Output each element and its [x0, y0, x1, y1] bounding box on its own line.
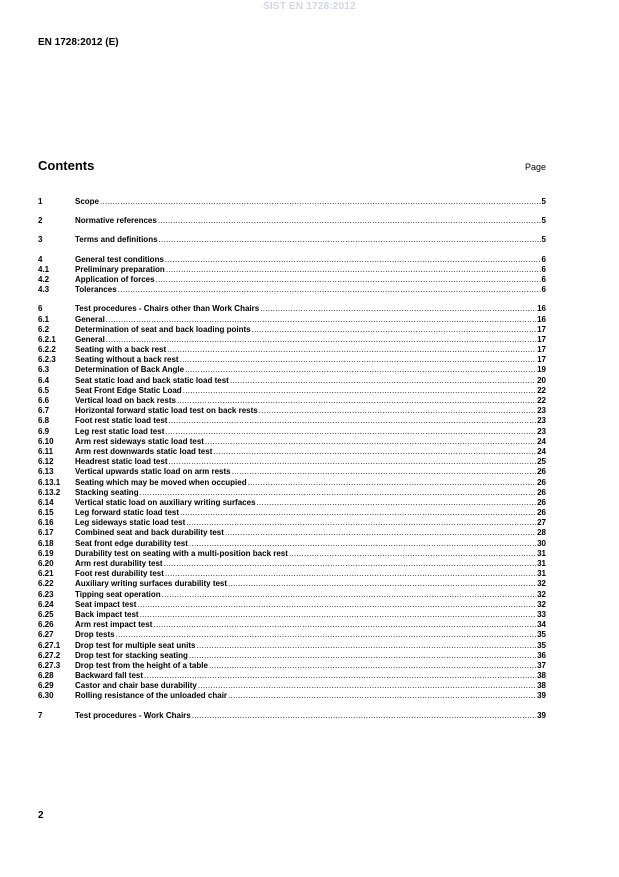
- toc-entry-title: Seating which may be moved when occupied: [75, 477, 247, 487]
- toc-entry-title: Determination of seat and back loading points: [75, 324, 251, 334]
- toc-entry[interactable]: [38, 569, 546, 579]
- toc-entry-page: 23: [537, 406, 546, 416]
- toc-dot-leader: [198, 681, 536, 691]
- page-column-label: Page: [524, 162, 546, 172]
- toc-entry[interactable]: [38, 427, 546, 437]
- toc-entry-page: 30: [537, 538, 546, 548]
- toc-entry-number: 7: [38, 710, 43, 720]
- toc-entry-page: 6: [541, 254, 546, 264]
- toc-dot-leader: [165, 427, 536, 437]
- toc-entry-number: 6.19: [38, 548, 54, 558]
- toc-dot-leader: [259, 406, 536, 416]
- toc-entry-number: 4: [38, 254, 43, 264]
- toc-entry-page: 24: [537, 446, 546, 456]
- toc-entry[interactable]: [38, 376, 546, 386]
- toc-entry-title: Leg forward static load test: [75, 508, 180, 518]
- toc-entry-page: 35: [537, 640, 546, 650]
- toc-dot-leader: [189, 539, 536, 549]
- toc-dot-leader: [213, 447, 536, 457]
- toc-entry[interactable]: [38, 355, 546, 365]
- toc-dot-leader: [159, 235, 541, 245]
- toc-entry-number: 6.27.1: [38, 640, 61, 650]
- document-header: EN 1728:2012 (E): [38, 37, 119, 48]
- toc-entry-title: Back impact test: [75, 609, 139, 619]
- toc-entry-title: Arm rest downwards static load test: [75, 446, 213, 456]
- toc-entry-number: 6.2.1: [38, 334, 56, 344]
- toc-entry-number: 6.2.2: [38, 345, 56, 355]
- toc-dot-leader: [183, 386, 536, 396]
- toc-entry[interactable]: [38, 285, 546, 295]
- toc-entry[interactable]: [38, 416, 546, 426]
- toc-entry-page: 32: [537, 599, 546, 609]
- toc-entry[interactable]: [38, 610, 546, 620]
- toc-entry-number: 6.30: [38, 691, 54, 701]
- toc-entry-number: 6.23: [38, 589, 54, 599]
- toc-entry[interactable]: [38, 661, 546, 671]
- toc-entry[interactable]: [38, 549, 546, 559]
- toc-entry-title: Foot rest durability test: [75, 569, 164, 579]
- toc-entry-number: 6.17: [38, 528, 54, 538]
- toc-entry-number: 6.28: [38, 671, 54, 681]
- toc-entry-page: 32: [537, 589, 546, 599]
- toc-dot-leader: [137, 600, 536, 610]
- toc-dot-leader: [116, 630, 537, 640]
- toc-dot-leader: [168, 416, 536, 426]
- toc-dot-leader: [140, 610, 537, 620]
- toc-entry-title: Seat Front Edge Static Load: [75, 385, 182, 395]
- toc-dot-leader: [162, 590, 536, 600]
- toc-entry-page: 35: [537, 630, 546, 640]
- toc-dot-leader: [205, 437, 536, 447]
- toc-entry[interactable]: [38, 365, 546, 375]
- toc-entry[interactable]: [38, 325, 546, 335]
- toc-entry-number: 6.11: [38, 446, 54, 456]
- toc-entry-page: 5: [541, 216, 546, 226]
- toc-entry[interactable]: [38, 600, 546, 610]
- toc-entry-page: 38: [537, 671, 546, 681]
- toc-entry-number: 6.3: [38, 365, 50, 375]
- toc-entry[interactable]: [38, 559, 546, 569]
- toc-entry-page: 5: [541, 197, 546, 206]
- toc-entry-title: Durability test on seating with a multi-position back rest: [75, 548, 288, 558]
- toc-entry-page: 28: [537, 528, 546, 538]
- toc-entry-title: General: [75, 334, 105, 344]
- toc-entry-title: Tolerances: [75, 285, 117, 295]
- toc-dot-leader: [225, 528, 536, 538]
- toc-entry-number: 4.1: [38, 264, 50, 274]
- toc-entry-page: 24: [537, 436, 546, 446]
- toc-entry-title: Arm rest impact test: [75, 620, 153, 630]
- toc-entry-number: 6.15: [38, 508, 54, 518]
- toc-entry-number: 4.2: [38, 274, 50, 284]
- toc-entry-page: 25: [537, 457, 546, 467]
- toc-entry[interactable]: [38, 345, 546, 355]
- toc-entry-title: Drop test from the height of a table: [75, 660, 208, 670]
- toc-entry-title: Vertical upwards static load on arm rests: [75, 467, 231, 477]
- toc-entry-number: 6: [38, 304, 43, 314]
- toc-entry[interactable]: [38, 396, 546, 406]
- toc-dot-leader: [177, 396, 536, 406]
- toc-entry[interactable]: [38, 457, 546, 467]
- toc-entry-number: 6.5: [38, 385, 50, 395]
- toc-entry-number: 6.8: [38, 416, 50, 426]
- toc-entry-page: 26: [537, 487, 546, 497]
- toc-entry-page: 37: [537, 660, 546, 670]
- toc-entry[interactable]: [38, 508, 546, 518]
- toc-entry-page: 16: [537, 314, 546, 324]
- toc-dot-leader: [144, 671, 536, 681]
- toc-dot-leader: [180, 508, 536, 518]
- toc-entry-title: Vertical load on back rests: [75, 396, 176, 405]
- toc-entry-page: 27: [537, 518, 546, 528]
- toc-entry[interactable]: [38, 437, 546, 447]
- toc-entry-number: 6.29: [38, 681, 54, 691]
- toc-entry-number: 6.26: [38, 620, 54, 630]
- toc-entry[interactable]: [38, 478, 546, 488]
- toc-entry[interactable]: [38, 447, 546, 457]
- toc-entry-title: Drop test for stacking seating: [75, 650, 188, 660]
- toc-entry-title: Tipping seat operation: [75, 589, 161, 599]
- toc-entry-page: 17: [537, 334, 546, 344]
- toc-entry[interactable]: [38, 335, 546, 345]
- toc-entry-page: 17: [537, 355, 546, 365]
- toc-entry-page: 32: [537, 579, 546, 589]
- toc-entry[interactable]: [38, 579, 546, 589]
- toc-entry-title: Seat front edge durability test: [75, 538, 188, 548]
- toc-entry-page: 6: [541, 274, 546, 284]
- toc-entry-page: 23: [537, 416, 546, 426]
- toc-entry-title: Seat static load and back static load test: [75, 375, 229, 385]
- toc-entry[interactable]: [38, 630, 546, 640]
- toc-entry[interactable]: [38, 197, 546, 207]
- table-of-contents: [38, 197, 546, 721]
- toc-entry-page: 23: [537, 426, 546, 436]
- toc-entry-title: Foot rest static load test: [75, 416, 168, 426]
- toc-entry-page: 31: [537, 548, 546, 558]
- toc-dot-leader: [186, 518, 536, 528]
- toc-entry-title: Determination of Back Angle: [75, 365, 185, 375]
- toc-entry-number: 6.7: [38, 406, 50, 416]
- toc-entry-title: Drop test for multiple seat units: [75, 640, 196, 650]
- toc-dot-leader: [158, 216, 541, 226]
- toc-dot-leader: [196, 641, 536, 651]
- toc-dot-leader: [209, 661, 536, 671]
- toc-entry-page: 17: [537, 345, 546, 355]
- toc-entry[interactable]: [38, 386, 546, 396]
- toc-entry[interactable]: [38, 406, 546, 416]
- toc-entry-number: 6.13.1: [38, 477, 61, 487]
- toc-entry[interactable]: [38, 488, 546, 498]
- toc-entry-title: Castor and chair base durability: [75, 681, 197, 691]
- toc-entry-page: 31: [537, 569, 546, 579]
- toc-entry[interactable]: [38, 467, 546, 477]
- page-number: 2: [38, 810, 44, 821]
- toc-entry-page: 39: [537, 710, 546, 720]
- toc-dot-leader: [248, 478, 537, 488]
- toc-entry-title: Backward fall test: [75, 671, 144, 681]
- toc-entry-number: 6.25: [38, 609, 54, 619]
- toc-entry-number: 6.1: [38, 314, 50, 324]
- toc-dot-leader: [289, 549, 536, 559]
- toc-entry-number: 6.9: [38, 426, 50, 436]
- toc-dot-leader: [167, 345, 536, 355]
- toc-dot-leader: [230, 376, 536, 386]
- toc-entry-title: Headrest static load test: [75, 457, 168, 467]
- toc-dot-leader: [166, 265, 541, 275]
- toc-entry-title: Seating without a back rest: [75, 355, 179, 365]
- toc-entry-number: 2: [38, 216, 43, 226]
- toc-entry-page: 38: [537, 681, 546, 691]
- toc-dot-leader: [168, 457, 536, 467]
- toc-entry[interactable]: [38, 711, 546, 721]
- toc-dot-leader: [180, 355, 537, 365]
- toc-entry-page: 16: [537, 304, 546, 314]
- toc-entry-page: 26: [537, 508, 546, 518]
- toc-entry-page: 26: [537, 477, 546, 487]
- toc-entry[interactable]: [38, 681, 546, 691]
- toc-entry-title: Preliminary preparation: [75, 264, 165, 274]
- toc-entry-number: 6.13.2: [38, 487, 61, 497]
- toc-entry-page: 22: [537, 385, 546, 395]
- toc-entry-page: 31: [537, 559, 546, 568]
- toc-dot-leader: [260, 304, 536, 314]
- toc-entry[interactable]: [38, 518, 546, 528]
- toc-entry-title: Arm rest sideways static load test: [75, 436, 204, 446]
- toc-dot-leader: [118, 285, 541, 295]
- toc-entry[interactable]: [38, 235, 546, 245]
- toc-entry-number: 1: [38, 197, 43, 206]
- toc-entry-title: Combined seat and back durability test: [75, 528, 224, 538]
- toc-entry[interactable]: [38, 671, 546, 681]
- watermark: SIST EN 1728:2012: [263, 1, 356, 12]
- toc-entry-page: 5: [541, 235, 546, 245]
- toc-dot-leader: [185, 365, 536, 375]
- toc-entry-page: 6: [541, 285, 546, 295]
- toc-entry[interactable]: [38, 275, 546, 285]
- toc-entry[interactable]: [38, 590, 546, 600]
- toc-dot-leader: [100, 197, 541, 207]
- toc-entry[interactable]: [38, 528, 546, 538]
- contents-title: Contents: [38, 158, 95, 173]
- toc-entry[interactable]: [38, 691, 546, 701]
- toc-entry-title: Drop tests: [75, 630, 115, 640]
- toc-entry-page: 39: [537, 691, 546, 701]
- toc-entry-title: Terms and definitions: [75, 235, 158, 245]
- toc-entry-number: 6.13: [38, 467, 54, 477]
- toc-entry[interactable]: [38, 539, 546, 549]
- toc-entry-title: Rolling resistance of the unloaded chair: [75, 691, 228, 701]
- toc-entry-page: 26: [537, 497, 546, 507]
- toc-entry-title: Stacking seating: [75, 487, 139, 497]
- toc-entry-title: Seating with a back rest: [75, 345, 167, 355]
- toc-dot-leader: [156, 275, 541, 285]
- toc-entry-title: Application of forces: [75, 274, 155, 284]
- toc-entry[interactable]: [38, 265, 546, 275]
- toc-dot-leader: [165, 569, 536, 579]
- toc-entry-number: 6.14: [38, 497, 54, 507]
- toc-entry[interactable]: [38, 620, 546, 630]
- toc-entry-number: 6.2.3: [38, 355, 56, 365]
- toc-dot-leader: [228, 579, 536, 589]
- toc-entry-number: 6.2: [38, 324, 50, 334]
- toc-entry[interactable]: [38, 255, 546, 265]
- toc-entry-number: 6.18: [38, 538, 54, 548]
- toc-entry-page: 20: [537, 375, 546, 385]
- toc-entry-number: 6.16: [38, 518, 54, 528]
- toc-entry[interactable]: [38, 315, 546, 325]
- toc-dot-leader: [257, 498, 537, 508]
- toc-entry-page: 22: [537, 396, 546, 405]
- toc-entry[interactable]: [38, 641, 546, 651]
- toc-entry[interactable]: [38, 651, 546, 661]
- toc-dot-leader: [192, 711, 536, 721]
- toc-entry-number: 3: [38, 235, 43, 245]
- toc-entry-title: General test conditions: [75, 254, 164, 264]
- toc-entry-number: 6.27.3: [38, 660, 61, 670]
- toc-entry-number: 6.20: [38, 559, 54, 568]
- toc-entry-page: 26: [537, 467, 546, 477]
- toc-entry-title: Test procedures - Work Chairs: [75, 710, 191, 720]
- toc-entry-title: Normative references: [75, 216, 157, 226]
- toc-entry-page: 36: [537, 650, 546, 660]
- toc-entry-number: 6.27: [38, 630, 54, 640]
- toc-dot-leader: [228, 691, 536, 701]
- toc-dot-leader: [140, 488, 537, 498]
- toc-entry-title: Vertical static load on auxiliary writing surfaces: [75, 497, 256, 507]
- toc-entry[interactable]: [38, 304, 546, 314]
- toc-entry-page: 19: [537, 365, 546, 375]
- toc-dot-leader: [106, 315, 536, 325]
- toc-entry[interactable]: [38, 498, 546, 508]
- toc-dot-leader: [106, 335, 536, 345]
- toc-entry-title: Arm rest durability test: [75, 559, 163, 568]
- toc-entry-title: Test procedures - Chairs other than Work Chairs: [75, 304, 260, 314]
- toc-dot-leader: [165, 255, 541, 265]
- toc-entry-page: 34: [537, 620, 546, 630]
- toc-entry-number: 6.27.2: [38, 650, 61, 660]
- toc-entry-number: 6.12: [38, 457, 54, 467]
- toc-entry-title: Leg rest static load test: [75, 426, 165, 436]
- toc-entry-page: 6: [541, 264, 546, 274]
- toc-entry-number: 4.3: [38, 285, 50, 295]
- toc-dot-leader: [189, 651, 536, 661]
- toc-entry-page: 17: [537, 324, 546, 334]
- toc-entry-title: Auxiliary writing surfaces durability test: [75, 579, 228, 589]
- toc-dot-leader: [164, 559, 537, 569]
- toc-entry-number: 6.21: [38, 569, 54, 579]
- toc-entry-title: Horizontal forward static load test on back rests: [75, 406, 258, 416]
- toc-entry-number: 6.22: [38, 579, 54, 589]
- toc-entry-number: 6.6: [38, 396, 50, 405]
- toc-entry-number: 6.24: [38, 599, 54, 609]
- toc-entry-title: Seat impact test: [75, 599, 137, 609]
- toc-dot-leader: [232, 467, 536, 477]
- toc-entry-page: 33: [537, 609, 546, 619]
- toc-dot-leader: [252, 325, 537, 335]
- toc-entry-title: Leg sideways static load test: [75, 518, 186, 528]
- toc-dot-leader: [153, 620, 536, 630]
- toc-entry-title: Scope: [75, 197, 100, 206]
- toc-entry-number: 6.10: [38, 436, 54, 446]
- toc-entry-number: 6.4: [38, 375, 50, 385]
- toc-entry-title: General: [75, 314, 105, 324]
- toc-entry[interactable]: [38, 216, 546, 226]
